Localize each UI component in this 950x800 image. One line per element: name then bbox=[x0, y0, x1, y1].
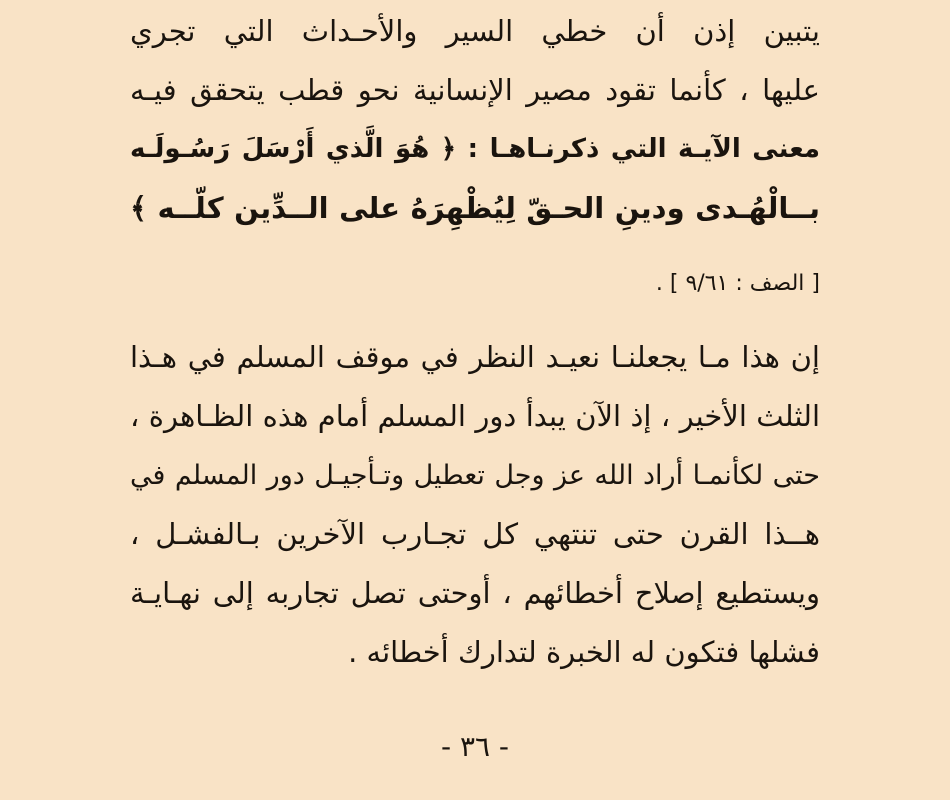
text-line: ويستطيع إصلاح أخطائهم ، أوحتى تصل تجاربه إلى نهـايـة bbox=[130, 576, 820, 610]
text-line: عليها ، كأنما تقود مصير الإنسانية نحو قطب يتحقق فيـه bbox=[130, 73, 820, 107]
text-line: يتبين إذن أن خطي السير والأحـداث التي تجري bbox=[130, 14, 820, 48]
text-line: حتى لكأنمـا أراد الله عز وجل تعطيل وتـأجيـل دور المسلم في bbox=[130, 460, 820, 491]
text-line: الثلث الأخير ، إذ الآن يبدأ دور المسلم أمام هذه الظـاهرة ، bbox=[130, 399, 820, 433]
verse-reference: [ الصف : ٩/٦١ ] . bbox=[655, 271, 820, 296]
quran-verse-line: معنى الآيـة التي ذكرنـاهـا : ﴿ هُوَ الَّذي أَرْسَلَ رَسُـولَـه bbox=[130, 134, 820, 164]
page-number: - ٣٦ - bbox=[440, 730, 510, 763]
text-line: إن هذا مـا يجعلنـا نعيـد النظر في موقف المسلم في هـذا bbox=[130, 340, 820, 374]
paragraph-1 bbox=[130, 2, 820, 238]
text-line: فشلها فتكون له الخبرة لتدارك أخطائه . bbox=[348, 635, 820, 669]
quran-verse-line: بــالْهُـدى ودينِ الحـقّ لِيُظْهِرَهُ على الــدِّين كلّــه ﴾ bbox=[130, 191, 820, 225]
paragraph-2 bbox=[130, 328, 820, 682]
text-line: هــذا القرن حتى تنتهي كل تجـارب الآخرين بـالفشـل ، bbox=[130, 517, 820, 551]
